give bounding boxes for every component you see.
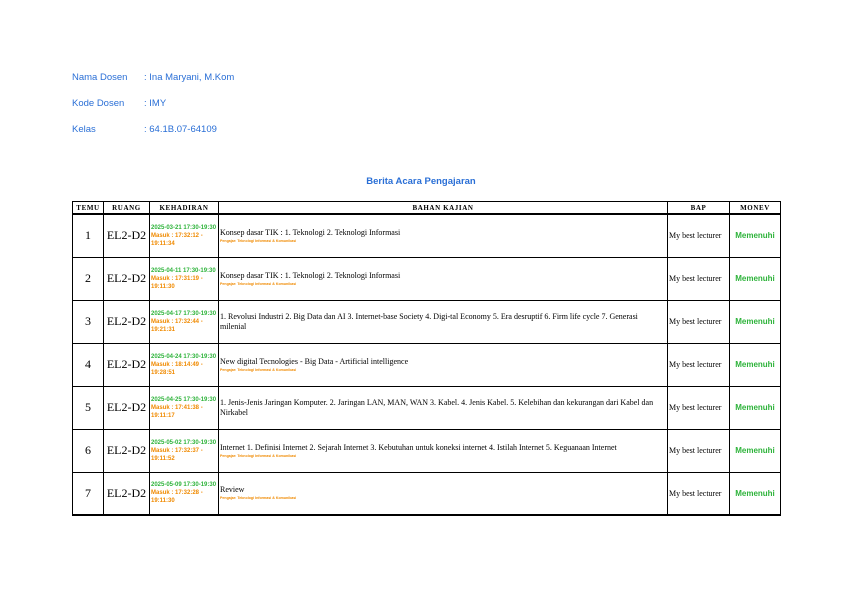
topic-cell xyxy=(219,300,668,343)
topic-text: New digital Tecnologies - Big Data - Artificial intelligence xyxy=(220,356,409,366)
lecturer-note: Pengajar: Teknologi Informasi & Komunikasi xyxy=(220,367,297,372)
attendance-cell xyxy=(150,343,219,386)
monev-status: Memenuhi xyxy=(730,343,781,386)
attendance-cell xyxy=(150,429,219,472)
meeting-number: 4 xyxy=(73,343,104,386)
schedule-time: 2025-04-24 17:30-19:30 xyxy=(151,353,217,360)
class-code-value: : 64.1B.07-64109 xyxy=(144,124,217,135)
attendance-cell xyxy=(150,386,219,429)
lecturer-name-label: Nama Dosen xyxy=(72,72,128,83)
topic-cell xyxy=(219,343,668,386)
schedule-time: 2025-03-21 17:30-19:30 xyxy=(151,224,217,231)
monev-status: Memenuhi xyxy=(730,429,781,472)
room: EL2-D2 xyxy=(104,472,150,515)
attendance-cell xyxy=(150,300,219,343)
topic-text: Internet 1. Definisi Internet 2. Sejarah Internet 3. Kebutuhan untuk koneksi internet 4. Istilah Internet 5. Keguanaan Internet xyxy=(220,442,617,452)
table-header-row xyxy=(73,202,781,215)
header-temu: TEMU xyxy=(73,202,104,215)
lecturer-name-value: : Ina Maryani, M.Kom xyxy=(144,72,235,83)
check-in-time: Masuk : 17:32:44 - 19:21:31 xyxy=(151,318,203,333)
monev-status: Memenuhi xyxy=(730,214,781,257)
topic-text: Konsep dasar TIK : 1. Teknologi 2. Teknologi Informasi xyxy=(220,270,401,280)
page-title: Berita Acara Pengajaran xyxy=(366,176,476,187)
lecturer-code-label: Kode Dosen xyxy=(72,98,125,109)
header-monev: MONEV xyxy=(730,202,781,215)
room: EL2-D2 xyxy=(104,386,150,429)
topic-text: 1. Revolusi Industri 2. Big Data dan AI 3. Internet-base Society 4. Digi-tal Economy 5. Era desruptif 6. Firm life cycle 7. Generasi milenial xyxy=(220,311,638,331)
schedule-time: 2025-04-11 17:30-19:30 xyxy=(151,267,216,274)
room: EL2-D2 xyxy=(104,214,150,257)
topic-text: 1. Jenis-Jenis Jaringan Komputer. 2. Jaringan LAN, MAN, WAN 3. Kabel. 4. Jenis Kabel. 5. Kelebihan dan kekurangan dari Kabel dan Nirkabel xyxy=(220,397,654,417)
header-ruang: RUANG xyxy=(104,202,150,215)
monev-status: Memenuhi xyxy=(730,300,781,343)
lecturer-note: Pengajar: Teknologi Informasi & Komunikasi xyxy=(220,238,297,243)
topic-text: Konsep dasar TIK : 1. Teknologi 2. Teknologi Informasi xyxy=(220,227,401,237)
attendance-cell xyxy=(150,214,219,257)
header-kehadiran: KEHADIRAN xyxy=(150,202,219,215)
lecturer-note: Pengajar: Teknologi Informasi & Komunikasi xyxy=(220,453,297,458)
room: EL2-D2 xyxy=(104,429,150,472)
bap-note: My best lecturer xyxy=(668,257,730,300)
check-in-time: Masuk : 17:31:19 - 19:11:30 xyxy=(151,275,203,290)
lecturer-note: Pengajar: Teknologi Informasi & Komunikasi xyxy=(220,281,297,286)
schedule-time: 2025-05-02 17:30-19:30 xyxy=(151,439,217,446)
check-in-time: Masuk : 17:32:28 - 19:11:30 xyxy=(151,490,203,505)
schedule-time: 2025-05-09 17:30-19:30 xyxy=(151,482,217,489)
meeting-number: 7 xyxy=(73,472,104,515)
check-in-time: Masuk : 17:32:12 - 19:11:34 xyxy=(151,232,203,247)
topic-text: Review xyxy=(220,485,245,495)
room: EL2-D2 xyxy=(104,300,150,343)
lecturer-note: Pengajar: Teknologi Informasi & Komunikasi xyxy=(220,496,297,501)
attendance-cell xyxy=(150,257,219,300)
room: EL2-D2 xyxy=(104,343,150,386)
table-row xyxy=(73,386,781,429)
header-bahan-kajian: BAHAN KAJIAN xyxy=(219,202,668,215)
meeting-number: 2 xyxy=(73,257,104,300)
table-row xyxy=(73,429,781,472)
check-in-time: Masuk : 18:14:49 - 19:28:51 xyxy=(151,361,203,376)
meeting-number: 1 xyxy=(73,214,104,257)
header-bap: BAP xyxy=(668,202,730,215)
check-in-time: Masuk : 17:32:37 - 19:11:52 xyxy=(151,447,203,462)
bap-note: My best lecturer xyxy=(668,300,730,343)
bap-note: My best lecturer xyxy=(668,343,730,386)
bap-note: My best lecturer xyxy=(668,386,730,429)
schedule-time: 2025-04-17 17:30-19:30 xyxy=(151,310,217,317)
class-code-label: Kelas xyxy=(72,124,96,135)
teaching-report-table xyxy=(72,201,781,516)
meeting-number: 3 xyxy=(73,300,104,343)
monev-status: Memenuhi xyxy=(730,257,781,300)
topic-cell xyxy=(219,386,668,429)
lecturer-name xyxy=(72,72,234,83)
meeting-number: 6 xyxy=(73,429,104,472)
topic-cell xyxy=(219,472,668,515)
table-row xyxy=(73,257,781,300)
table-row xyxy=(73,300,781,343)
check-in-time: Masuk : 17:41:38 - 19:11:17 xyxy=(151,404,203,419)
topic-cell xyxy=(219,257,668,300)
table-row xyxy=(73,472,781,515)
room: EL2-D2 xyxy=(104,257,150,300)
schedule-time: 2025-04-25 17:30-19:30 xyxy=(151,396,217,403)
monev-status: Memenuhi xyxy=(730,386,781,429)
meeting-number: 5 xyxy=(73,386,104,429)
lecturer-code-value: : IMY xyxy=(144,98,167,109)
table-row xyxy=(73,343,781,386)
topic-cell xyxy=(219,429,668,472)
monev-status: Memenuhi xyxy=(730,472,781,515)
bap-note: My best lecturer xyxy=(668,429,730,472)
lecturer-code xyxy=(72,98,166,109)
class-code xyxy=(72,124,217,135)
topic-cell xyxy=(219,214,668,257)
bap-note: My best lecturer xyxy=(668,472,730,515)
attendance-cell xyxy=(150,472,219,515)
bap-note: My best lecturer xyxy=(668,214,730,257)
table-row xyxy=(73,214,781,257)
